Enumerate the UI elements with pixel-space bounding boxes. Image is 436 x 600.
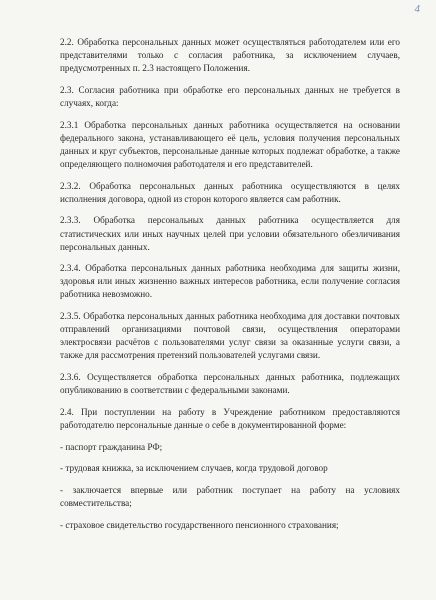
- document-body: [60, 36, 400, 532]
- list-item-first-job: - заключается впервые или работник поступает на работу на условиях совместительства;: [60, 485, 400, 509]
- page-number: 4: [414, 3, 420, 15]
- paragraph-2-3-5: 2.3.5. Обработка персональных данных работника необходима для доставки почтовых отправлений организациями почтовой связи, осуществления операторами электросвязи расчётов с пользователями услуг связи за оказанные услуги связи, а также для рассмотрения претензий пользователей услугами связи.: [60, 311, 400, 361]
- paragraph-2-3-2: 2.3.2. Обработка персональных данных работника осуществляются в целях исполнения договора, одной из сторон которого является сам работник.: [60, 180, 400, 204]
- paragraph-2-3-4: 2.3.4. Обработка персональных данных работника необходима для защиты жизни, здоровья или иных жизненно важных интересов работника, если получение согласия работника невозможно.: [60, 263, 400, 300]
- paragraph-2-2: 2.2. Обработка персональных данных может осуществляться работодателем или его представителями только с согласия работника, за исключением случаев, предусмотренных п. 2.3 настоящего Положения.: [60, 37, 400, 74]
- paragraph-2-3-3: 2.3.3. Обработка персональных данных работника осуществляется для статистических или иных научных целей при условии обязательного обезличивания персональных данных.: [60, 215, 400, 252]
- paragraph-2-3-6: 2.3.6. Осуществляется обработка персональных данных работника, подлежащих опубликованию в соответствии с федеральными законами.: [60, 372, 400, 396]
- paragraph-2-3-1: 2.3.1 Обработка персональных данных работника осуществляется на основании федерального закона, устанавливающего её цель, условия получения персональных данных и круг субъектов, персональные данные которых подлежат обработке, а также определяющего полномочия работодателя и его представителей.: [60, 119, 400, 169]
- list-item-pension-certificate: - страховое свидетельство государственного пенсионного страхования;: [60, 519, 339, 530]
- list-item-passport: - паспорт гражданина РФ;: [60, 441, 163, 452]
- paragraph-2-3: 2.3. Согласия работника при обработке его персональных данных не требуется в случаях, когда:: [60, 84, 400, 108]
- list-item-work-book: - трудовая книжка, за исключением случаев, когда трудовой договор: [60, 463, 328, 474]
- paragraph-2-4: 2.4. При поступлении на работу в Учреждение работником предоставляются работодателю персональные данные о себе в документированной форме:: [60, 406, 400, 430]
